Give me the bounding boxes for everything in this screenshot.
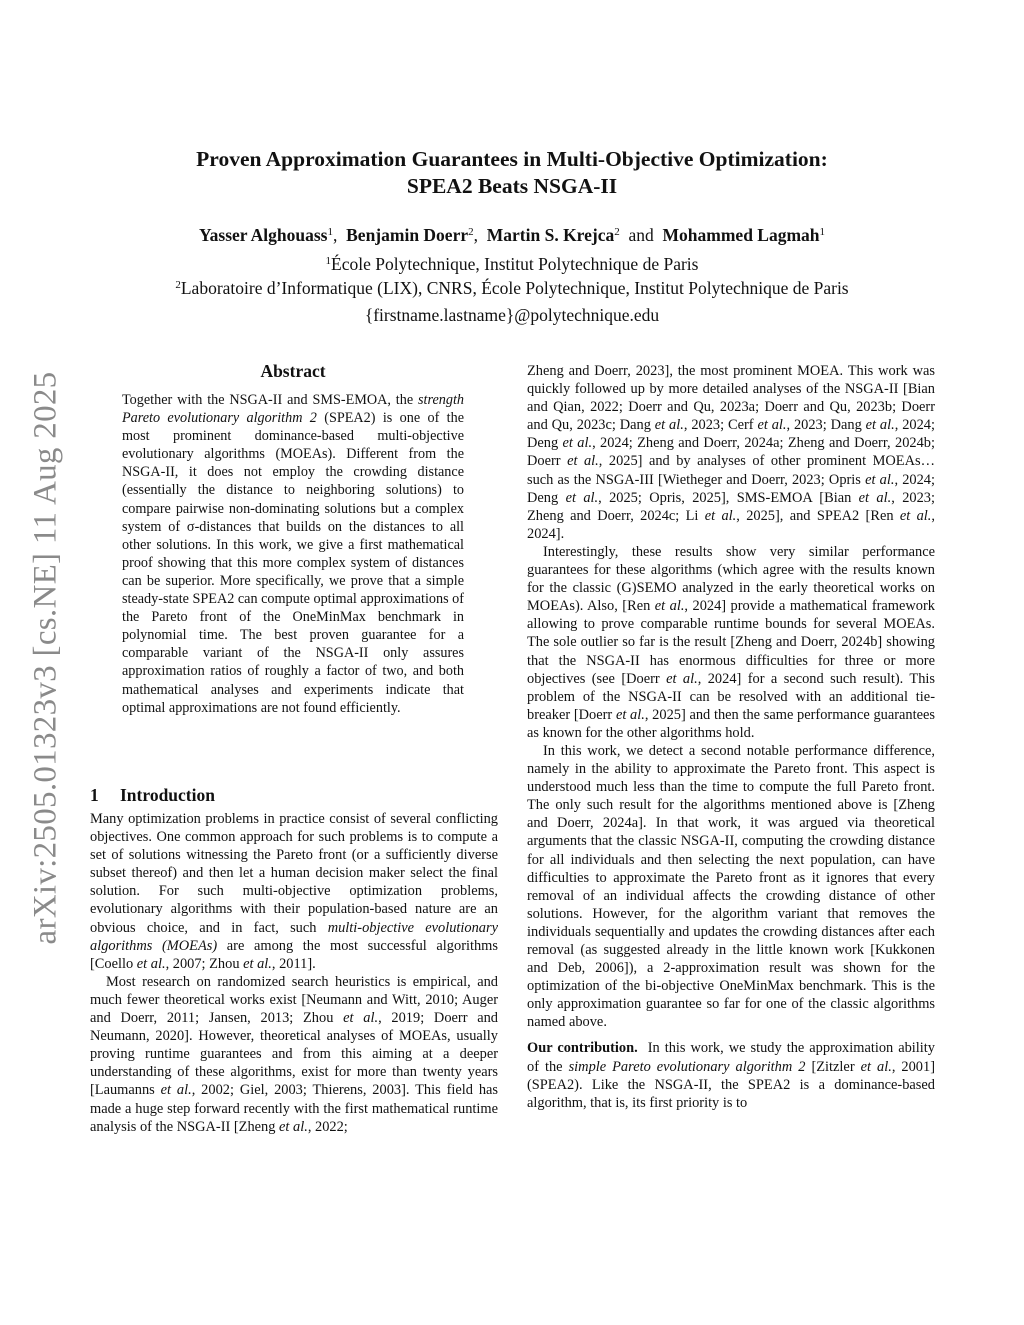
author-name: Martin S. Krejca	[486, 225, 615, 245]
affiliation-1	[80, 253, 944, 275]
text-run-italic: et al.	[899, 507, 932, 524]
body-paragraph	[90, 810, 498, 973]
text-run-italic: et al.	[615, 706, 645, 723]
affiliation-number: 2	[175, 279, 181, 291]
text-run: , 2023; Cerf	[683, 417, 754, 434]
text-run: , 2024; Deng	[527, 417, 935, 452]
author-name: Yasser Alghouass	[198, 225, 328, 245]
text-run-italic: et al.	[136, 955, 166, 972]
affiliation-text: École Polytechnique, Institut Polytechnique de Paris	[331, 254, 699, 274]
paper-title	[120, 146, 904, 200]
text-run: Together with the NSGA-II and SMS-EMOA, the	[122, 392, 414, 408]
left-column-body	[90, 810, 498, 1136]
abstract-text	[122, 391, 464, 717]
author-separator: ,	[333, 225, 338, 245]
text-run: , 2011].	[271, 955, 316, 972]
text-run: are among the most successful algorithms [Coello	[90, 937, 498, 972]
text-run: , 2025], and SPEA2 [Ren	[736, 507, 894, 524]
title-line-2: SPEA2 Beats NSGA-II	[406, 174, 618, 198]
text-run: , 2024; Deng	[527, 471, 935, 506]
text-run: , 2023; Zheng and Doerr, 2024c; Li	[527, 489, 935, 524]
text-run-italic: multi-objective evolutionary algorithms (MOEAs)	[90, 919, 498, 954]
text-run: Many optimization problems in practice consist of several conflicting objectives. One common approach for such problems is to compute a set of solutions witnessing the Pareto front (or a sufficiently diverse subset thereof) and then let a human decision maker select the final solution. For such multi-objective optimization problems, evolutionary algorithms with their population-based nature are an obvious choice, and in fact, such	[90, 811, 498, 936]
text-run: [Zitzler	[811, 1058, 855, 1075]
author-affiliation-mark: 1	[327, 226, 333, 238]
author-and: and	[628, 225, 654, 245]
body-paragraph	[527, 362, 935, 543]
text-run-italic: et al.	[565, 489, 599, 506]
affiliation-text: Laboratoire d’Informatique (LIX), CNRS, École Polytechnique, Institut Polytechnique de Paris	[180, 278, 849, 298]
text-run: , 2025] and by analyses of other prominent MOEAs… such as the NSGA-III [Wietheger and Doerr, 2023; Opris	[527, 453, 935, 488]
abstract-paragraph	[122, 391, 464, 717]
text-run-italic: simple Pareto evolutionary algorithm 2	[568, 1058, 806, 1075]
right-column-body	[527, 362, 935, 1112]
text-run: , 2022;	[307, 1118, 348, 1135]
body-paragraph	[527, 1039, 935, 1111]
author-separator: ,	[473, 225, 478, 245]
body-paragraph	[90, 973, 498, 1136]
affiliation-2	[80, 277, 944, 299]
text-run: Interestingly, these results show very similar performance guarantees for these algorithms (which agree with the results known for the classic (G)SEMO analyzed in the early theoretical works on MOEAs). Also, [Ren	[527, 543, 935, 615]
text-run-italic: et al.	[865, 417, 895, 434]
paragraph-heading-contribution: Our contribution.	[527, 1040, 638, 1057]
text-run: Zheng and Doerr, 2023], the most prominent MOEA. This work was quickly followed up by more detailed analyses of the NSGA-II [Bian and Qian, 2022; Doerr and Qu, 2023a; Doerr and Qu, 2023b; Doerr and Qu, 2023c; Dang	[527, 363, 935, 434]
author-name: Mohammed Lagmah	[662, 225, 820, 245]
text-run-italic: et al.	[666, 670, 698, 687]
text-run: , 2002; Giel, 2003; Thierens, 2003]. This field has made a huge step forward recently with the first mathematical runtime analysis of the NSGA-II [Zheng	[90, 1082, 498, 1135]
text-run: , 2007; Zhou	[165, 955, 240, 972]
arxiv-identifier: arXiv:2505.01323v3 [cs.NE] 11 Aug 2025	[27, 371, 64, 945]
abstract-heading: Abstract	[260, 361, 326, 381]
affiliation-number: 1	[325, 255, 332, 267]
text-run: , 2025; Opris, 2025], SMS-EMOA [Bian	[598, 489, 852, 506]
text-run-italic: et al.	[654, 598, 685, 615]
text-run-italic: strength Pareto evolutionary algorithm 2	[122, 392, 464, 427]
text-run-italic: et al.	[704, 507, 737, 524]
body-paragraph: In this work, we detect a second notable performance difference, namely in the ability to approximate the Pareto front. This aspect is understood much less than the time to compute the full Pareto front. The only such result for the algorithms mentioned above is [Zheng and Doerr, 2024a]. In that work, it was argued via theoretical arguments that the classic NSGA-II, computing the crowding distance for all individuals and then selecting the next population, can have difficulties to approximate the Pareto front as it ignores that every removal of an individual affects the crowding distance of other solutions. However, for the algorithm variant that removes the individuals sequentially and updates the crowding distances after each removal (as suggested already in the little known work [Kukkonen and Deb, 2006]), a 2-approximation result was shown for the optimization of the bi-objective OneMinMax benchmark. This is the only approximation guarantee so far for one of the classic algorithms named above.	[527, 742, 935, 1031]
section-heading-introduction	[90, 785, 215, 806]
text-run-italic: et al.	[860, 1058, 892, 1075]
author-affiliation-mark: 2	[614, 226, 620, 238]
author-list	[100, 224, 924, 246]
author-name: Benjamin Doerr	[346, 225, 469, 245]
text-run: (SPEA2) is one of the most prominent dominance-based multi-objective evolutionary algorithms (MOEAs). Different from the NSGA-II, it does not employ the crowding distance (essentially the distance to neighboring solutions) to compare pairwise non-dominating solutions but a complex system of σ-distances that builds on the distances to all other solutions. In this work, we give a first mathematical proof showing that this more complex system of distances can be superior. More specifically, we prove that a simple steady-state SPEA2 can compute optimal approximations of the Pareto front of the OneMinMax benchmark in polynomial time. The best proven guarantee for a comparable variant of the NSGA-II only assures approximation ratios of roughly a factor of two, and both mathematical analyses and experiments indicate that optimal approximations are not found efficiently.	[122, 410, 465, 716]
text-run: , 2019; Doerr and Neumann, 2020]. However, theoretical analyses of MOEAs, usually proving runtime guarantees and from this aiming at a deeper understanding of these algorithms, exist for more than twenty years [Laumanns	[90, 1010, 498, 1099]
text-run: , 2024].	[527, 507, 935, 542]
text-run-italic: et al.	[865, 471, 895, 488]
text-run: , 2025] and then the same performance guarantees as known for the other algorithms hold.	[527, 706, 936, 741]
author-affiliation-mark: 2	[468, 226, 474, 238]
text-run-italic: et al.	[279, 1118, 308, 1135]
text-run-italic: et al.	[654, 417, 684, 434]
text-run-italic: et al.	[858, 489, 892, 506]
contact-email: {firstname.lastname}@polytechnique.edu	[364, 305, 660, 325]
text-run-italic: et al.	[757, 417, 787, 434]
text-run: , 2023; Dang	[786, 417, 862, 434]
text-run: In this work, we study the approximation ability of the	[527, 1040, 935, 1075]
text-run-italic: et al.	[562, 435, 593, 452]
title-line-1: Proven Approximation Guarantees in Multi-Objective Optimization:	[196, 147, 828, 171]
text-run: Most research on randomized search heuristics is empirical, and much fewer theoretical works exist [Neumann and Witt, 2010; Auger and Doerr, 2011; Jansen, 2013; Zhou	[90, 973, 498, 1027]
text-run: , 2001] (SPEA2). Like the NSGA-II, the SPEA2 is a dominance-based algorithm, that is, its first priority is to	[527, 1058, 935, 1111]
section-number: 1	[90, 785, 99, 805]
author-affiliation-mark: 1	[819, 226, 826, 238]
text-run-italic: et al.	[160, 1082, 192, 1099]
text-run-italic: et al.	[343, 1010, 379, 1027]
section-title: Introduction	[120, 785, 215, 805]
text-run: , 2024] provide a mathematical framework allowing to prove comparable runtime bounds for several MOEAs. The sole outlier so far is the result [Zheng and Doerr, 2024b] showing that the NSGA-II has enormous difficulties for three or more objectives (see [Doerr	[527, 598, 935, 687]
text-run-italic: et al.	[567, 453, 599, 470]
text-run: , 2024; Zheng and Doerr, 2024a; Zheng and Doerr, 2024b; Doerr	[527, 435, 935, 470]
text-run-italic: et al.	[243, 955, 272, 972]
text-run: , 2024] for a second such result). This problem of the NSGA-II can be resolved with an additional tie-breaker [Doerr	[527, 670, 935, 723]
body-paragraph	[527, 543, 935, 742]
